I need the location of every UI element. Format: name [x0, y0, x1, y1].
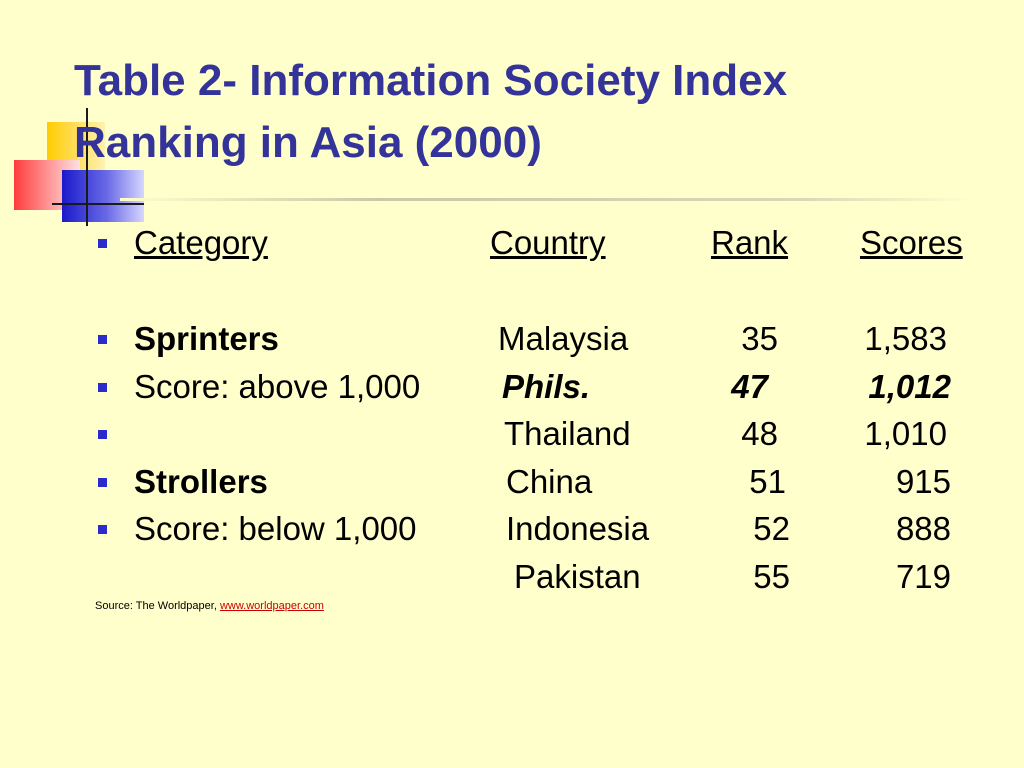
- row-score: 719: [895, 558, 951, 595]
- row-category: Strollers: [134, 463, 268, 500]
- bullet-icon: [98, 383, 107, 392]
- row-country: China: [506, 463, 593, 500]
- bullet-icon: [98, 239, 107, 248]
- row-country: Thailand: [504, 415, 631, 452]
- bullet-icon: [98, 478, 107, 487]
- row-score: 1,010: [864, 415, 947, 452]
- row-category: Score: below 1,000: [134, 510, 417, 547]
- bullet-icon: [98, 430, 107, 439]
- header-category: Category: [134, 224, 268, 261]
- row-rank: 48: [741, 415, 778, 452]
- row-rank: 47: [731, 368, 768, 405]
- table-row: [0, 506, 1024, 552]
- table-row: [0, 459, 1024, 505]
- title-line-1: Table 2- Information Society Index: [74, 56, 788, 105]
- table-row: [0, 554, 1024, 600]
- table-row: [0, 411, 1024, 457]
- row-country: Phils.: [502, 368, 591, 405]
- row-category: Sprinters: [134, 320, 279, 357]
- row-score: 1,583: [864, 320, 947, 357]
- source-link[interactable]: www.worldpaper.com: [219, 600, 324, 612]
- row-country: Indonesia: [506, 510, 650, 547]
- table-row: [0, 316, 1024, 362]
- row-country: Pakistan: [514, 558, 641, 595]
- row-category: Score: above 1,000: [134, 368, 421, 405]
- source-note: [95, 600, 324, 612]
- header-rank: Rank: [711, 224, 789, 261]
- row-rank: 51: [749, 463, 786, 500]
- title-divider: [120, 198, 972, 201]
- row-country: Malaysia: [498, 320, 629, 357]
- bullet-icon: [98, 525, 107, 534]
- header-country: Country: [490, 224, 606, 261]
- table-header-row: [0, 220, 1024, 266]
- slide-title: [74, 50, 787, 174]
- decor-horizontal-line: [52, 203, 144, 205]
- row-score: 1,012: [868, 368, 951, 405]
- row-rank: 55: [753, 558, 790, 595]
- row-score: 915: [895, 463, 951, 500]
- header-scores: Scores: [860, 224, 963, 261]
- decor-blue-square: [62, 170, 144, 222]
- bullet-icon: [98, 335, 107, 344]
- row-score: 888: [895, 510, 951, 547]
- source-label: Source: The Worldpaper,: [95, 600, 217, 612]
- table-row: [0, 364, 1024, 410]
- title-line-2: Ranking in Asia (2000): [74, 118, 542, 167]
- row-rank: 52: [753, 510, 790, 547]
- row-rank: 35: [741, 320, 778, 357]
